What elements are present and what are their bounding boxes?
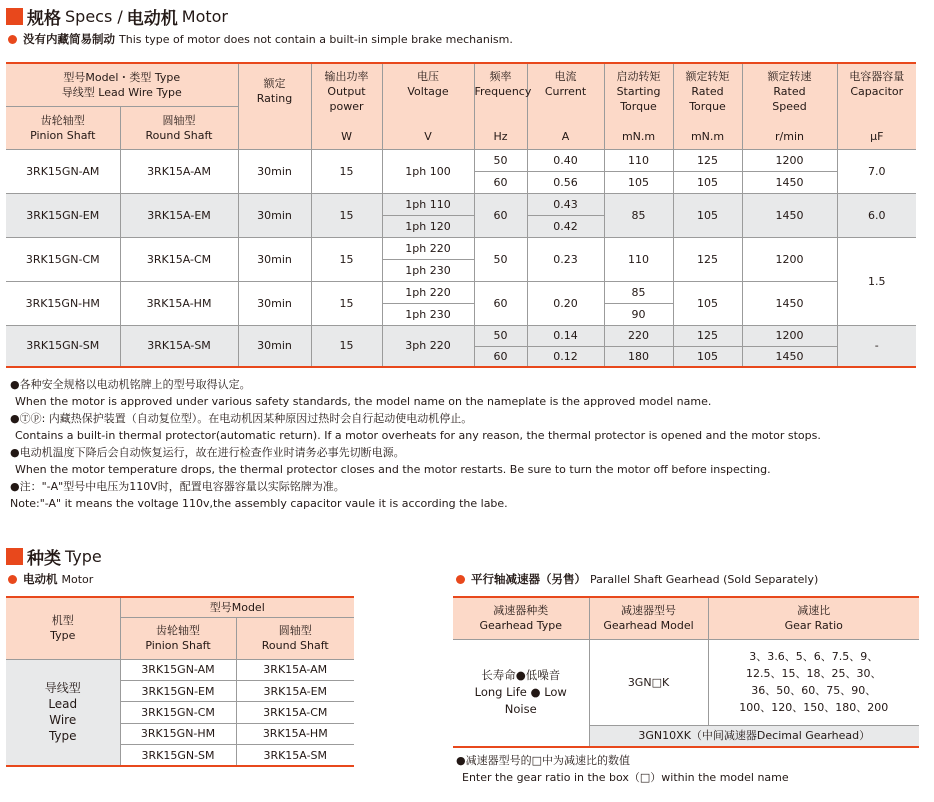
bullet-dot-icon: [456, 575, 465, 584]
gearhead-notes: [456, 752, 789, 786]
decimal-gearhead-cell: 3GN10XK（中间减速器Decimal Gearhead）: [589, 725, 919, 747]
note-line: Contains a built-in thermal protector(automatic return). If a motor overheats for any reason, the thermal protector is opened and the motor stops.: [15, 429, 821, 442]
note-line: ●注："-A"型号中电压为110V时，配置电容器容量以实际铭牌为准。: [10, 480, 345, 493]
table-row: 1ph 120 0.42: [6, 215, 916, 237]
output-header: 输出功率 Output power W: [311, 63, 382, 149]
pinion-shaft-header: 齿轮轴型 Pinion Shaft: [120, 617, 236, 659]
current-header: 电流 Current A: [527, 63, 604, 149]
rating-header: 额定 Rating: [238, 63, 311, 149]
rated-speed-header: 额定转速 Rated Speed r/min: [742, 63, 837, 149]
table-row: 1ph 230: [6, 259, 916, 281]
table-row: 3RK15GN-AM 3RK15A-AM 30min 15 1ph 100 50 0.40 110 125 1200 7.0: [6, 149, 916, 171]
note-line: Note:"-A" it means the voltage 110v,the assembly capacitor vaule it is according the labe.: [10, 497, 508, 510]
gearhead-model-cell: 3GN□K: [589, 639, 708, 725]
table-row: 3RK15GN-EM 3RK15A-EM: [6, 680, 354, 701]
lead-wire-type-cell: 导线型 Lead Wire Type: [6, 659, 120, 766]
note-line: ●Ⓣⓟ: 内藏热保护装置（自动复位型）。在电动机因某种原因过热时会自行起动使电动机停止。: [10, 412, 473, 425]
note-line: When the motor is approved under various safety standards, the model name on the nameplate is the approved model name.: [15, 395, 712, 408]
note-line: ●电动机温度下降后会自动恢复运行，故在进行检查作业时请务必事先切断电源。: [10, 446, 405, 459]
type-subtitle: 电动机 Motor: [8, 571, 93, 587]
type-header: 机型 Type: [6, 597, 120, 659]
table-row: 3RK15GN-SM 3RK15A-SM: [6, 745, 354, 766]
gearhead-model-header: 减速器型号 Gearhead Model: [589, 597, 708, 639]
frequency-header: 频率 Frequency Hz: [474, 63, 527, 149]
table-row: 3RK15GN-SM 3RK15A-SM 30min 15 3ph 220 50 0.14 220 125 1200 -: [6, 325, 916, 346]
gearhead-table: [453, 596, 919, 748]
gearhead-type-cell: 长寿命●低噪音 Long Life ● Low Noise: [453, 639, 589, 747]
specs-table: [6, 62, 916, 368]
round-shaft-header: 圆轴型 Round Shaft: [236, 617, 354, 659]
table-row: 导线型 Lead Wire Type 3RK15GN-AM 3RK15A-AM: [6, 659, 354, 680]
type-table: [6, 596, 354, 767]
model-header: 型号Model: [120, 597, 354, 617]
bullet-dot-icon: [8, 35, 17, 44]
table-row: 3RK15GN-CM 3RK15A-CM: [6, 702, 354, 723]
starting-torque-header: 启动转矩 Starting Torque mN.m: [604, 63, 673, 149]
gear-ratio-cell: 3、3.6、5、6、7.5、9、 12.5、15、18、25、30、 36、50、60、75、90、 100、120、150、180、200: [708, 639, 919, 725]
table-row: 60 0.56 105 105 1450: [6, 171, 916, 193]
gearhead-type-header: 减速器种类 Gearhead Type: [453, 597, 589, 639]
bullet-dot-icon: [8, 575, 17, 584]
pinion-shaft-header: 齿轮轴型 Pinion Shaft: [6, 106, 120, 149]
type-section-title: 种类 Type: [6, 544, 102, 569]
table-row: 3RK15GN-HM 3RK15A-HM: [6, 723, 354, 744]
section-marker-icon: [6, 8, 23, 25]
table-row: 3RK15GN-EM 3RK15A-EM 30min 15 1ph 110 60 0.43 85 105 1450 6.0: [6, 193, 916, 215]
specs-notes: [10, 376, 821, 512]
section-marker-icon: [6, 548, 23, 565]
capacitor-header: 电容器容量 Capacitor μF: [837, 63, 916, 149]
rated-torque-header: 额定转矩 Rated Torque mN.m: [673, 63, 742, 149]
table-row: 60 0.12 180 105 1450: [6, 346, 916, 367]
table-row: 3RK15GN-HM 3RK15A-HM 30min 15 1ph 220 60 0.20 85 105 1450: [6, 281, 916, 303]
note-line: ●减速器型号的□中为减速比的数值: [456, 754, 630, 767]
table-row: 1ph 230 90: [6, 303, 916, 325]
note-line: When the motor temperature drops, the thermal protector closes and the motor restarts. Be sure to turn the motor off before inspecting.: [15, 463, 771, 476]
specs-subtitle: 没有内藏简易制动 This type of motor does not contain a built-in simple brake mechanism.: [8, 31, 513, 47]
round-shaft-header: 圆轴型 Round Shaft: [120, 106, 238, 149]
table-row: 3RK15GN-CM 3RK15A-CM 30min 15 1ph 220 50 0.23 110 125 1200 1.5: [6, 237, 916, 259]
table-row: [453, 639, 919, 725]
gear-ratio-header: 减速比 Gear Ratio: [708, 597, 919, 639]
voltage-header: 电压 Voltage V: [382, 63, 474, 149]
model-type-header: 型号Model・类型 Type 导线型 Lead Wire Type: [6, 63, 238, 106]
note-line: Enter the gear ratio in the box（□）within the model name: [462, 771, 789, 784]
note-line: ●各种安全规格以电动机铭牌上的型号取得认定。: [10, 378, 251, 391]
specs-section-title: 规格 Specs / 电动机 Motor: [6, 4, 228, 29]
gearhead-subtitle: 平行轴减速器（另售） Parallel Shaft Gearhead (Sold Separately): [456, 571, 818, 587]
